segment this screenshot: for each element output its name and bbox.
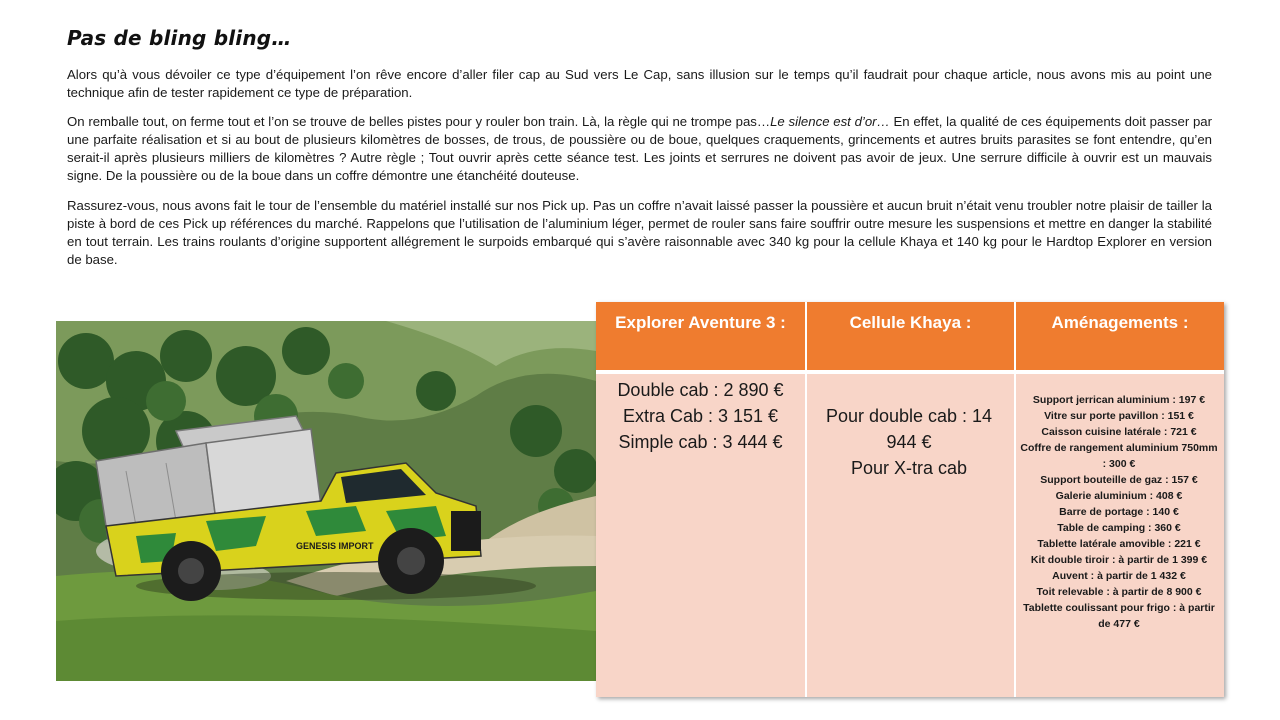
intro-paragraph: Alors qu’à vous dévoiler ce type d’équipement l’on rêve encore d’aller filer cap au Sud vers Le Cap, sans illusion sur le temps qu’il faudrait pour chaque article, nous avons mis au point une technique afin de tester rapidement ce type de préparation. xyxy=(67,67,1212,100)
header-khaya: Cellule Khaya : xyxy=(849,313,972,332)
amenagement-item: Tablette coulissant pour frigo : à partir de 477 € xyxy=(1023,602,1215,630)
table-header-divider xyxy=(596,370,1224,374)
amenagement-item: Galerie aluminium : 408 € xyxy=(1055,490,1183,502)
amenagement-item: Support jerrican aluminium : 197 € xyxy=(1032,394,1206,406)
truck-photo-illustration xyxy=(56,321,596,681)
header-explorer: Explorer Aventure 3 : xyxy=(615,313,786,332)
amenagements-list xyxy=(1020,392,1218,632)
test-paragraph-italic: Le silence est d’or… xyxy=(770,114,890,129)
amenagement-item: Auvent : à partir de 1 432 € xyxy=(1052,570,1186,582)
truck-brand-label: GENESIS IMPORT xyxy=(296,541,374,551)
header-amenagements: Aménagements : xyxy=(1051,313,1189,332)
amenagement-item: Support bouteille de gaz : 157 € xyxy=(1040,474,1198,486)
test-paragraph-start: On remballe tout, on ferme tout et l’on se trouve de belles pistes pour y rouler bon train. Là, la règle qui ne trompe pas… xyxy=(67,114,771,129)
khaya-prices xyxy=(814,403,1004,481)
amenagement-item: Toit relevable : à partir de 8 900 € xyxy=(1036,586,1202,598)
amenagement-item: Table de camping : 360 € xyxy=(1057,522,1181,534)
test-paragraph xyxy=(67,113,1212,185)
khaya-price-item: Pour double cab : 14 944 € xyxy=(825,406,993,452)
amenagement-item: Caisson cuisine latérale : 721 € xyxy=(1041,426,1197,438)
explorer-price-item: Extra Cab : 3 151 € xyxy=(622,406,779,426)
amenagement-item: Vitre sur porte pavillon : 151 € xyxy=(1044,410,1194,422)
khaya-price-item: Pour X-tra cab xyxy=(850,458,968,478)
explorer-price-item: Double cab : 2 890 € xyxy=(617,380,784,400)
test-paragraph-end: En effet, la qualité de ces équipements doit passer par une parfaite réalisation et si au bout de plusieurs kilomètres de bosses, de trous, de poussière ou de boue, quelques craquements, grincements et autres bruits parasites se font entendre, qu’en serait-il après plusieurs milliers de kilomètres ? Autre règle ; Tout ouvrir après cette séance test. Les joints et serrures ne doivent pas avoir de jeux. Une serrure difficile à ouvrir est un mauvais signe. De la poussière ou de la boue dans un coffre démontre une étanchéité douteuse. xyxy=(67,114,1212,183)
explorer-price-item: Simple cab : 3 444 € xyxy=(618,432,783,452)
price-table xyxy=(596,302,1224,697)
page-title: Pas de bling bling… xyxy=(67,26,292,50)
amenagement-item: Kit double tiroir : à partir de 1 399 € xyxy=(1030,554,1208,566)
table-column-divider xyxy=(805,302,807,697)
conclusion-paragraph: Rassurez-vous, nous avons fait le tour de l’ensemble du matériel installé sur nos Pick up. Pas un coffre n’avait laissé passer la poussière et aucun bruit n’était venu troubler notre plaisir de tailler la piste à bord de ces Pick up références du marché. Rappelons que l’utilisation de l’aluminium léger, permet de rouler sans faire souffrir outre mesure les suspensions et mettre en danger la stabilité en tout terrain. Les trains roulants d’origine supportent allégrement le surpoids embarqué qui s’avère raisonnable avec 340 kg pour la cellule Khaya et 140 kg pour le Hardtop Explorer en version de base. xyxy=(67,198,1212,267)
amenagement-item: Coffre de rangement aluminium 750mm : 300 € xyxy=(1020,442,1218,470)
truck-photo xyxy=(56,321,596,681)
amenagement-item: Barre de portage : 140 € xyxy=(1059,506,1179,518)
amenagement-item: Tablette latérale amovible : 221 € xyxy=(1037,538,1201,550)
explorer-prices xyxy=(596,377,805,455)
table-column-divider xyxy=(1014,302,1016,697)
